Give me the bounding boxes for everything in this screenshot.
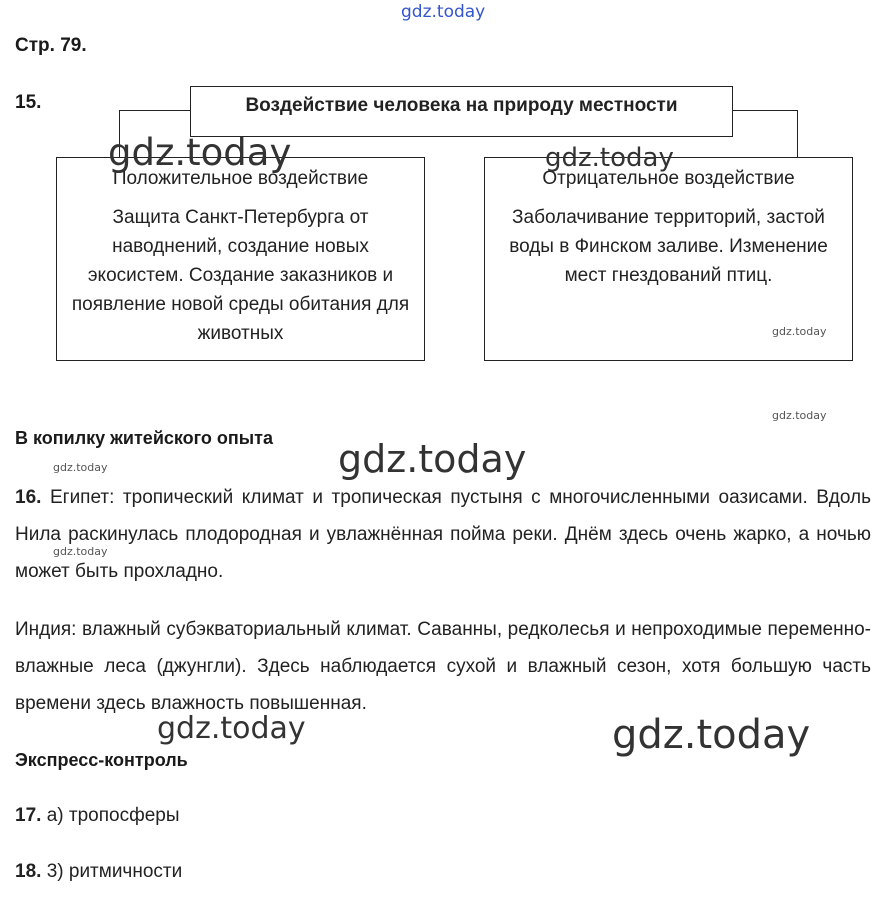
positive-title: Положительное воздействие (112, 168, 369, 189)
section-express-heading: Экспресс-контроль (15, 750, 188, 770)
task18 (15, 861, 182, 883)
watermark-small-2: gdz.today (772, 409, 827, 422)
watermark-small-3: gdz.today (53, 461, 108, 474)
connector-right-v (797, 110, 798, 158)
negative-title: Отрицательное воздействие (542, 168, 795, 189)
diagram-title-box (190, 86, 733, 137)
watermark-large-5: gdz.today (612, 712, 811, 758)
watermark-small-1: gdz.today (772, 325, 827, 338)
diagram-title: Воздействие человека на природу местности (245, 95, 678, 116)
watermark-large-3: gdz.today (338, 437, 527, 481)
watermark-small-4: gdz.today (53, 545, 108, 558)
task16-egypt-text: Египет: тропический климат и тропическая пустыня с многочисленными оазисами. Вдоль Нила раскинулась плодородная и увлажнённая пойма реки. Днём здесь очень жарко, а ночью может быть прохладно. (15, 487, 871, 582)
task18-number: 18. (15, 861, 42, 882)
negative-text: Заболачивание территорий, застой воды в Финском заливе. Изменение мест гнездований птиц. (509, 207, 828, 286)
task15-number: 15. (15, 92, 42, 113)
task17 (15, 805, 180, 827)
task16-india (15, 611, 871, 722)
watermark-large-2: gdz.today (545, 143, 674, 173)
watermark-top: gdz.today (401, 2, 486, 22)
watermark-large-1: gdz.today (108, 131, 292, 174)
page-label: Стр. 79. (15, 35, 87, 56)
task17-answer: а) тропосферы (46, 805, 180, 826)
connector-right-h (732, 110, 798, 111)
positive-text: Защита Санкт-Петербурга от наводнений, создание новых экосистем. Создание заказников и появление новой среды обитания для животных (71, 207, 410, 344)
task16-india-text: Индия: влажный субэкваториальный климат. Саванны, редколесья и непроходимые переменно-влажные леса (джунгли). Здесь наблюдается сухой и влажный сезон, хотя большую часть времени здесь влажность повышенная. (15, 619, 871, 714)
positive-box (56, 157, 425, 361)
task18-answer: 3) ритмичности (46, 861, 183, 882)
task16-egypt (15, 479, 871, 590)
section-experience-heading: В копилку житейского опыта (15, 428, 273, 448)
task17-number: 17. (15, 805, 42, 826)
connector-left-h (119, 110, 191, 111)
task16-number: 16. (15, 487, 42, 508)
watermark-large-4: gdz.today (157, 711, 306, 746)
